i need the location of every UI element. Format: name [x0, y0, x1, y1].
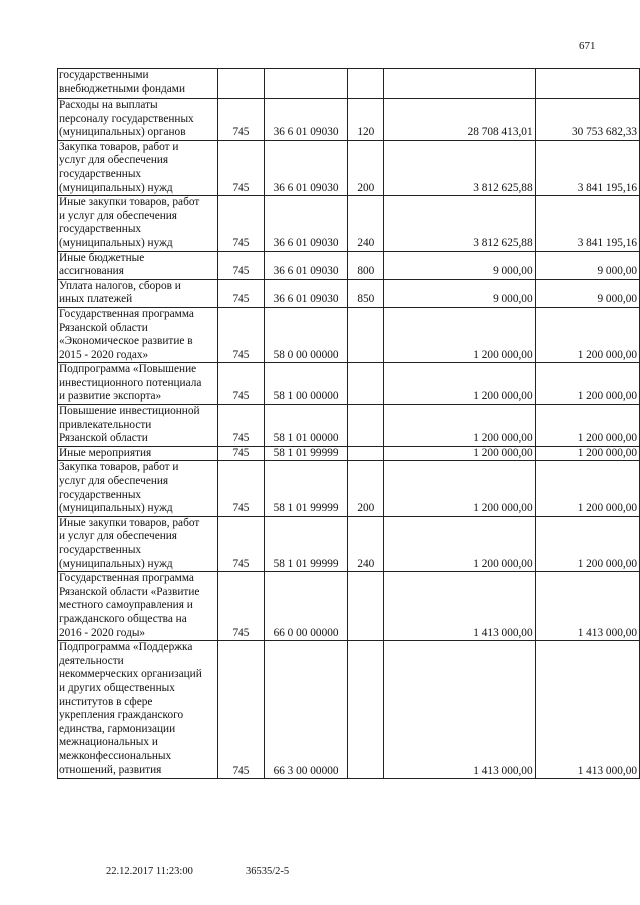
row-target-article: 36 6 01 09030 [264, 196, 348, 251]
table-row [58, 516, 640, 571]
row-target-article [264, 69, 348, 99]
row-department-code: 745 [218, 363, 265, 405]
table-row [58, 69, 640, 99]
row-department-code: 745 [218, 641, 265, 779]
footer-document-code: 36535/2-5 [246, 866, 290, 877]
footer-timestamp: 22.12.2017 11:23:00 [106, 866, 193, 877]
table-row [58, 405, 640, 447]
row-expense-type [348, 69, 384, 99]
row-department-code: 745 [218, 516, 265, 571]
row-department-code: 745 [218, 99, 265, 141]
row-expense-type [348, 405, 384, 447]
row-department-code: 745 [218, 196, 265, 251]
table-row [58, 251, 640, 279]
row-target-article: 58 1 00 00000 [264, 363, 348, 405]
row-target-article: 36 6 01 09030 [264, 279, 348, 307]
row-expense-type [348, 307, 384, 362]
row-expense-type [348, 363, 384, 405]
row-amount-year-1: 1 413 000,00 [384, 641, 535, 779]
row-target-article: 58 1 01 99999 [264, 446, 348, 461]
row-name: Иные закупки товаров, работ и услуг для обеспечения государственных (муниципальных) нужд [58, 516, 218, 571]
row-amount-year-1: 1 200 000,00 [384, 516, 535, 571]
row-target-article: 58 1 01 99999 [264, 516, 348, 571]
row-amount-year-1: 1 200 000,00 [384, 405, 535, 447]
row-name: Закупка товаров, работ и услуг для обеспечения государственных (муниципальных) нужд [58, 461, 218, 516]
row-amount-year-2: 1 200 000,00 [535, 405, 639, 447]
row-amount-year-2: 1 200 000,00 [535, 307, 639, 362]
row-department-code: 745 [218, 572, 265, 641]
row-expense-type [348, 446, 384, 461]
row-department-code: 745 [218, 307, 265, 362]
row-amount-year-1: 1 200 000,00 [384, 363, 535, 405]
row-target-article: 36 6 01 09030 [264, 251, 348, 279]
row-name: Государственная программа Рязанской области «Экономическое развитие в 2015 - 2020 годах» [58, 307, 218, 362]
row-amount-year-1: 3 812 625,88 [384, 140, 535, 195]
row-amount-year-2: 3 841 195,16 [535, 196, 639, 251]
row-target-article: 66 0 00 00000 [264, 572, 348, 641]
row-name: Иные мероприятия [58, 446, 218, 461]
row-amount-year-1: 9 000,00 [384, 251, 535, 279]
budget-table [57, 68, 640, 779]
row-amount-year-2: 9 000,00 [535, 251, 639, 279]
row-expense-type [348, 572, 384, 641]
table-row [58, 572, 640, 641]
table-row [58, 307, 640, 362]
table-body [58, 69, 640, 779]
row-name: Расходы на выплаты персоналу государственных (муниципальных) органов [58, 99, 218, 141]
row-amount-year-2: 1 413 000,00 [535, 572, 639, 641]
row-amount-year-1: 1 200 000,00 [384, 446, 535, 461]
row-amount-year-2: 1 200 000,00 [535, 516, 639, 571]
table-row [58, 140, 640, 195]
row-expense-type: 240 [348, 196, 384, 251]
page-number: 671 [579, 40, 596, 52]
row-target-article: 58 1 01 00000 [264, 405, 348, 447]
row-amount-year-2: 9 000,00 [535, 279, 639, 307]
row-department-code: 745 [218, 446, 265, 461]
row-department-code: 745 [218, 461, 265, 516]
row-amount-year-1: 3 812 625,88 [384, 196, 535, 251]
table-row [58, 363, 640, 405]
row-amount-year-2: 3 841 195,16 [535, 140, 639, 195]
row-name: Подпрограмма «Поддержка деятельности некоммерческих организаций и других общественных институтов в сфере укрепления гражданского единства, гармонизации межнациональных и межконфессиональных отношений, развития [58, 641, 218, 779]
row-amount-year-1 [384, 69, 535, 99]
row-name: Повышение инвестиционной привлекательности Рязанской области [58, 405, 218, 447]
row-amount-year-2: 30 753 682,33 [535, 99, 639, 141]
table-row [58, 461, 640, 516]
row-amount-year-1: 1 200 000,00 [384, 307, 535, 362]
row-department-code: 745 [218, 405, 265, 447]
row-name: государственными внебюджетными фондами [58, 69, 218, 99]
row-department-code: 745 [218, 279, 265, 307]
row-expense-type: 850 [348, 279, 384, 307]
row-amount-year-1: 1 413 000,00 [384, 572, 535, 641]
row-name: Закупка товаров, работ и услуг для обеспечения государственных (муниципальных) нужд [58, 140, 218, 195]
row-department-code: 745 [218, 251, 265, 279]
row-target-article: 36 6 01 09030 [264, 99, 348, 141]
row-name: Уплата налогов, сборов и иных платежей [58, 279, 218, 307]
row-expense-type: 200 [348, 461, 384, 516]
row-amount-year-2 [535, 69, 639, 99]
row-department-code: 745 [218, 140, 265, 195]
row-expense-type: 120 [348, 99, 384, 141]
row-target-article: 58 0 00 00000 [264, 307, 348, 362]
row-expense-type: 200 [348, 140, 384, 195]
row-expense-type: 800 [348, 251, 384, 279]
row-name: Иные бюджетные ассигнования [58, 251, 218, 279]
row-amount-year-2: 1 200 000,00 [535, 446, 639, 461]
row-amount-year-1: 9 000,00 [384, 279, 535, 307]
row-amount-year-2: 1 200 000,00 [535, 363, 639, 405]
row-amount-year-2: 1 413 000,00 [535, 641, 639, 779]
table-row [58, 279, 640, 307]
row-amount-year-1: 28 708 413,01 [384, 99, 535, 141]
table-row [58, 99, 640, 141]
row-target-article: 58 1 01 99999 [264, 461, 348, 516]
table-row [58, 446, 640, 461]
row-amount-year-1: 1 200 000,00 [384, 461, 535, 516]
table-row [58, 641, 640, 779]
row-expense-type: 240 [348, 516, 384, 571]
row-target-article: 66 3 00 00000 [264, 641, 348, 779]
row-expense-type [348, 641, 384, 779]
row-target-article: 36 6 01 09030 [264, 140, 348, 195]
row-department-code [218, 69, 265, 99]
row-name: Государственная программа Рязанской области «Развитие местного самоуправления и гражданского общества на 2016 - 2020 годы» [58, 572, 218, 641]
row-name: Подпрограмма «Повышение инвестиционного потенциала и развитие экспорта» [58, 363, 218, 405]
row-amount-year-2: 1 200 000,00 [535, 461, 639, 516]
row-name: Иные закупки товаров, работ и услуг для обеспечения государственных (муниципальных) нужд [58, 196, 218, 251]
table-row [58, 196, 640, 251]
